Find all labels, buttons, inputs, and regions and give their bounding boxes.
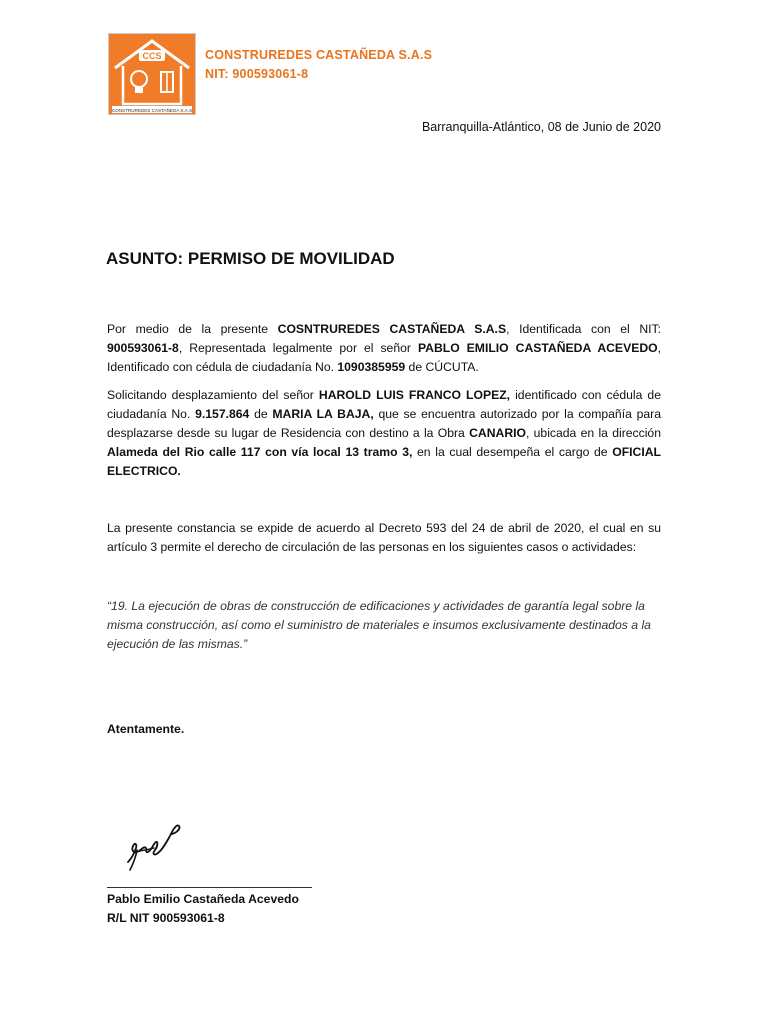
company-header <box>205 46 432 84</box>
svg-text:CCS: CCS <box>142 51 162 61</box>
handwritten-signature-icon <box>122 820 192 877</box>
house-bulb-logo-icon <box>109 34 195 114</box>
signer-block <box>107 890 299 928</box>
svg-text:CONSTRUREDES CASTAÑEDA S.A.S: CONSTRUREDES CASTAÑEDA S.A.S <box>111 108 193 113</box>
signature-line <box>107 887 312 888</box>
paragraph-decree: La presente constancia se expide de acuerdo al Decreto 593 del 24 de abril de 2020, el cual en su artículo 3 permite el derecho de circulación de las personas en los siguientes casos o actividades: <box>107 521 661 554</box>
closing: Atentamente. <box>107 722 185 736</box>
paragraph-employee-authorization: Solicitando desplazamiento del señor HAROLD LUIS FRANCO LOPEZ, identificado con cédula de ciudadanía No. 9.157.864 de MARIA LA BAJA, que se encuentra autorizado por la compañía para desplazarse desde su lugar de Residencia con destino a la Obra CANARIO, ubicada en la dirección Alameda del Rio calle 117 con vía local 13 tramo 3, en la cual desempeña el cargo de OFICIAL ELECTRICO. <box>107 388 661 478</box>
signer-name: Pablo Emilio Castañeda Acevedo <box>107 892 299 906</box>
decree-quote: “19. La ejecución de obras de construcción de edificaciones y actividades de garantía legal sobre la misma construcción, así como el suministro de materiales e insumos exclusivamente destinados a la ejecución de las mismas.” <box>107 599 651 651</box>
signer-role: R/L NIT 900593061-8 <box>107 911 225 925</box>
company-name: CONSTRUREDES CASTAÑEDA S.A.S <box>205 48 433 62</box>
company-nit: NIT: 900593061-8 <box>205 67 309 81</box>
letter-subject: ASUNTO: PERMISO DE MOVILIDAD <box>106 249 395 268</box>
paragraph-company-representative: Por medio de la presente COSNTRUREDES CASTAÑEDA S.A.S, Identificada con el NIT: 900593061-8, Representada legalmente por el señor PABLO EMILIO CASTAÑEDA ACEVEDO, Identificado con cédula de ciudadanía No. 1090385959 de CÚCUTA. <box>107 322 661 374</box>
place-date: Barranquilla-Atlántico, 08 de Junio de 2020 <box>421 120 661 134</box>
company-logo <box>108 33 196 115</box>
